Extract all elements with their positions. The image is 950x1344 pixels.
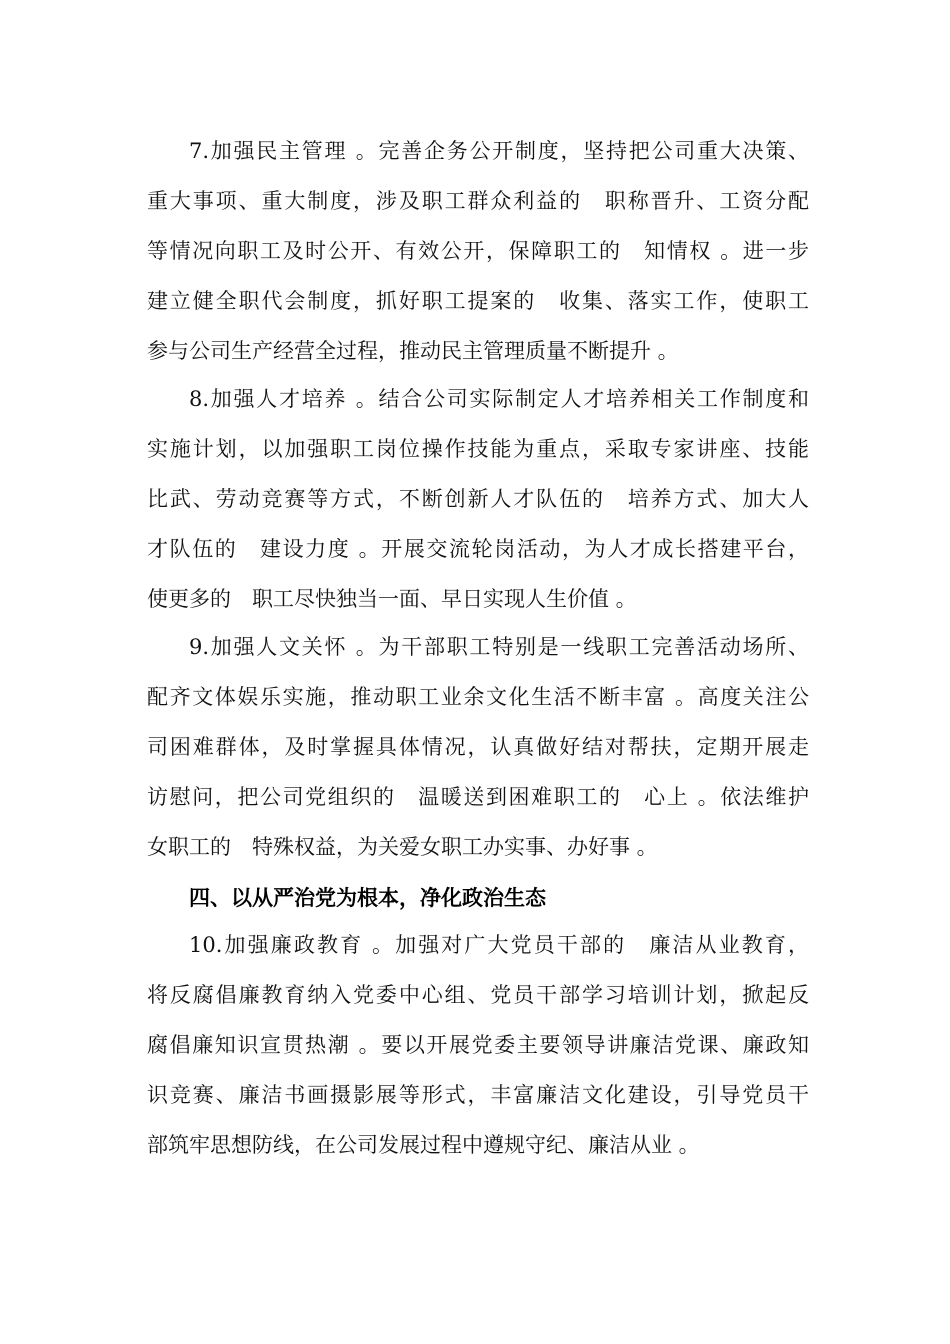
paragraph-line: 识竞赛、廉洁书画摄影展等形式，丰富廉洁文化建设，引导党员干: [147, 1083, 809, 1107]
paragraph-line: 女职工的 特殊权益，为关爱女职工办实事、办好事 。: [147, 835, 658, 859]
paragraph-line: 部筑牢思想防线，在公司发展过程中遵规守纪、廉洁从业 。: [147, 1133, 700, 1157]
paragraph-line: 10.加强廉政教育 。加强对广大党员干部的 廉洁从业教育，: [189, 933, 809, 957]
paragraph-line: 将反腐倡廉教育纳入党委中心组、党员干部学习培训计划，掀起反: [147, 983, 809, 1007]
paragraph-line: 等情况向职工及时公开、有效公开，保障职工的 知情权 。进一步: [147, 239, 809, 263]
paragraph-line: 使更多的 职工尽快独当一面、早日实现人生价值 。: [147, 587, 637, 611]
paragraph-line: 重大事项、重大制度，涉及职工群众利益的 职称晋升、工资分配: [147, 189, 809, 213]
paragraph-line: 实施计划，以加强职工岗位操作技能为重点，采取专家讲座、技能: [147, 437, 809, 461]
paragraph-line: 才队伍的 建设力度 。开展交流轮岗活动，为人才成长搭建平台，: [147, 537, 809, 561]
paragraph-line: 比武、劳动竞赛等方式，不断创新人才队伍的 培养方式、加大人: [147, 487, 809, 511]
paragraph-line: 8.加强人才培养 。结合公司实际制定人才培养相关工作制度和: [189, 387, 809, 411]
paragraph-line: 访慰问，把公司党组织的 温暖送到困难职工的 心上 。依法维护: [147, 785, 809, 809]
paragraph-line: 参与公司生产经营全过程，推动民主管理质量不断提升 。: [147, 339, 679, 363]
paragraph-line: 司困难群体，及时掌握具体情况，认真做好结对帮扶，定期开展走: [147, 735, 809, 759]
paragraph-line: 腐倡廉知识宣贯热潮 。要以开展党委主要领导讲廉洁党课、廉政知: [147, 1033, 809, 1057]
paragraph-line: 7.加强民主管理 。完善企务公开制度，坚持把公司重大决策、: [189, 139, 809, 163]
paragraph-line: 建立健全职代会制度，抓好职工提案的 收集、落实工作，使职工: [147, 289, 809, 313]
paragraph-line: 9.加强人文关怀 。为干部职工特别是一线职工完善活动场所、: [189, 635, 809, 659]
section-heading: 四、以从严治党为根本，净化政治生态: [189, 886, 546, 910]
paragraph-line: 配齐文体娱乐实施，推动职工业余文化生活不断丰富 。高度关注公: [147, 685, 809, 709]
